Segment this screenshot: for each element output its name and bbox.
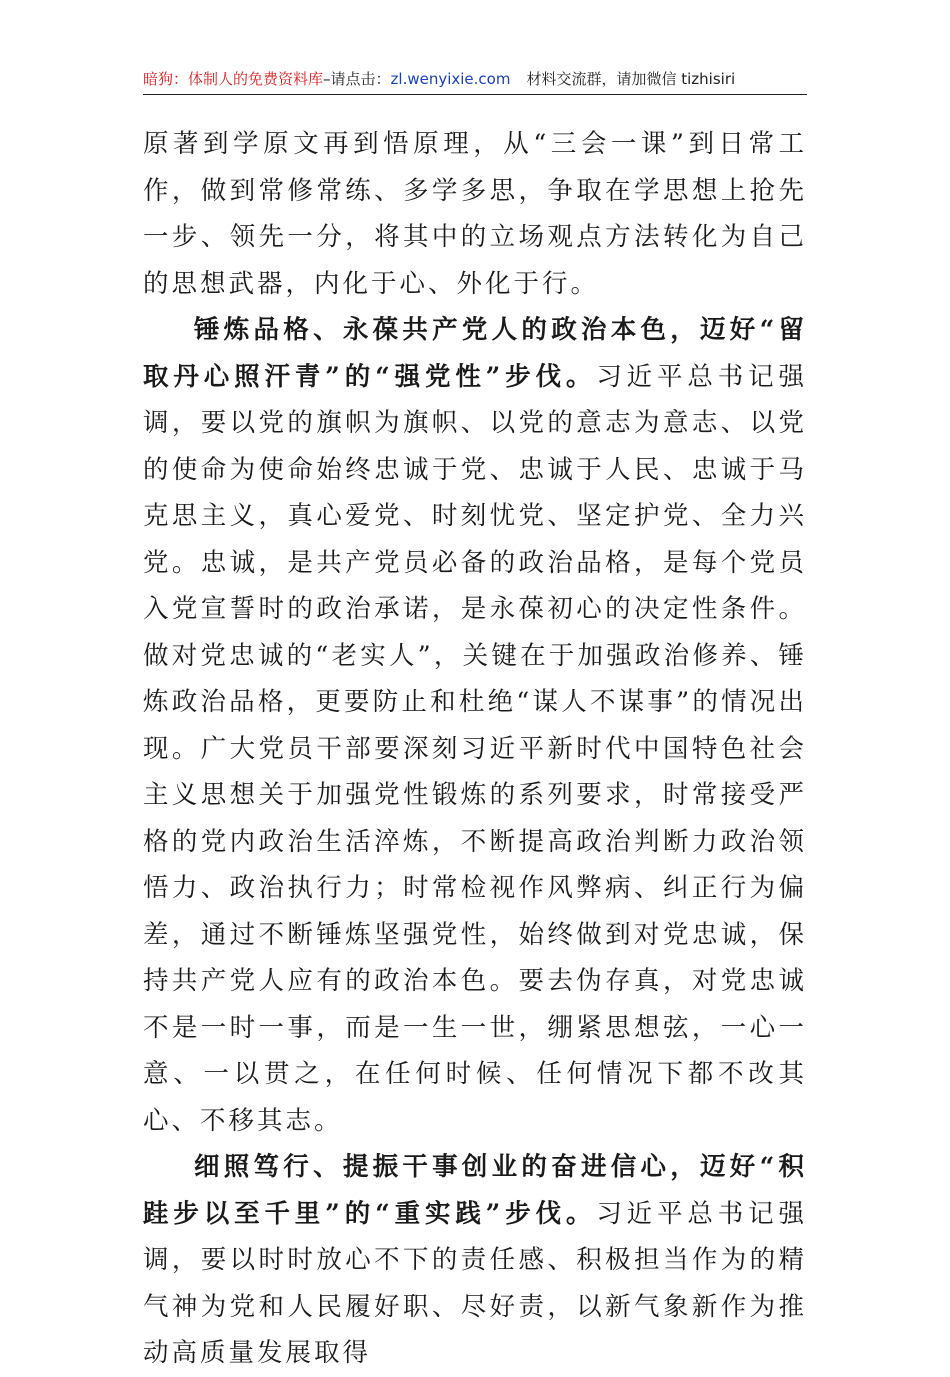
page-header (143, 68, 807, 95)
paragraph-2-heading: 锤炼品格、永葆共产党人的政治本色，迈好“留取丹心照汗青”的“强党性”步伐。 (143, 315, 807, 392)
paragraph-2-text: 习近平总书记强调，要以党的旗帜为旗帜、以党的意志为意志、以党的使命为使命始终忠诚于党、忠诚于人民、忠诚于马克思主义，真心爱党、时刻忧党、坚定护党、全力兴党。忠诚，是共产党员必备的政治品格，是每个党员入党宣誓时的政治承诺，是永葆初心的决定性条件。做对党忠诚的“老实人”，关键在于加强政治修养、锤炼政治品格，更要防止和杜绝“谋人不谋事”的情况出现。广大党员干部要深刻习近平新时代中国特色社会主义思想关于加强党性锻炼的系列要求，时常接受严格的党内政治生活淬炼，不断提高政治判断力政治领悟力、政治执行力；时常检视作风弊病、纠正行为偏差，通过不断锤炼坚强党性，始终做到对党忠诚，保持共产党人应有的政治本色。要去伪存真，对党忠诚不是一时一事，而是一生一世，绷紧思想弦，一心一意、一以贯之，在任何时候、任何情况下都不改其心、不移其志。 (143, 361, 807, 1136)
paragraph-3-heading: 细照笃行、提振干事创业的奋进信心，迈好“积跬步以至千里”的“重实践”步伐。 (143, 1152, 807, 1229)
paragraph-1: 原著到学原文再到悟原理，从“三会一课”到日常工作，做到常修常练、多学多思，争取在学思想上抢先一步、领先一分，将其中的立场观点方法转化为自己的思想武器，内化于心、外化于行。 (143, 129, 807, 299)
header-click-prefix: –请点击： (323, 70, 391, 88)
header-wechat-note: 材料交流群，请加微信 tizhisiri (526, 70, 736, 88)
paragraph-2 (143, 307, 807, 1144)
header-site-name: 暗狗：体制人的免费资料库 (143, 70, 324, 88)
header-url-link[interactable]: zl.wenyixie.com (390, 70, 511, 88)
paragraph-3 (143, 1144, 807, 1377)
paragraph-3-text: 习近平总书记强调，要以时时放心不下的责任感、积极担当作为的精气神为党和人民履好职、尽好责，以新气象新作为推动高质量发展取得 (143, 1198, 807, 1368)
document-body (143, 121, 807, 1377)
